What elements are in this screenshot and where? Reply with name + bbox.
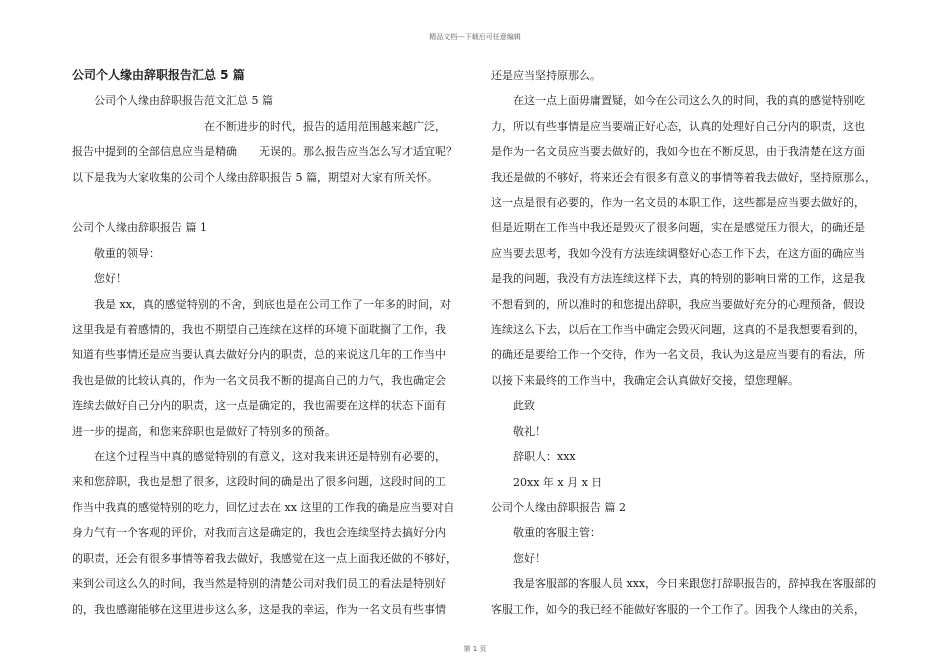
text-line: 在不断进步的时代，报告的适用范围越来越广泛， [204, 119, 446, 133]
text-line: 我是客服部的客服人员 xxx，今日来跟您打辞职报告的，辞掉我在客服部的 [513, 577, 877, 591]
text-line: 此致 [513, 399, 535, 413]
document-title: 公司个人缘由辞职报告汇总 5 篇 [72, 68, 245, 82]
text-line: 作当中我真的感觉特别的吃力，回忆过去在 xx 这里的工作我的确是应当要对自 [72, 500, 455, 514]
text-line: 身力气有一个客观的评价，对我而言这是确定的，我也会连续坚持去搞好分内 [72, 526, 446, 540]
text-line: 我还是做的不够好，将来还会有很多有意义的事情等着我去做好，坚持原那么， [491, 170, 876, 184]
text-line: 不想看到的，所以准时的和您提出辞职，我应当要做好充分的心理预备，假设 [491, 297, 865, 311]
text-line: 敬重的客服主管： [513, 526, 601, 540]
text-line: 公司个人缘由辞职报告 篇 1 [72, 221, 207, 235]
text-line: 我也是做的比较认真的，作为一名文员我不断的提高自己的力气，我也确定会 [72, 373, 446, 387]
text-line: 的确还是要给工作一个交待，作为一名文员，我认为这是应当要有的看法，所 [491, 348, 865, 362]
page-footer: 第 1 页 [463, 645, 487, 653]
text-line: 但是近期在工作当中我还是毁灭了很多问题，实在是感觉压力很大，的确还是 [491, 221, 865, 235]
text-line: 敬礼！ [513, 424, 546, 438]
text-line: 来到公司这么久的时间，我当然是特别的清楚公司对我们员工的看法是特别好 [72, 577, 446, 591]
right-column [491, 63, 881, 622]
text-line: 来和您辞职，我也是想了很多，这段时间的确是出了很多问题，这段时间的工 [72, 475, 446, 489]
text-line: 在这个过程当中真的感觉特别的有意义，这对我来讲还是特别有必要的， [94, 450, 446, 464]
text-line: 您好！ [94, 272, 127, 286]
text-line: 是我的问题，我没有方法连续这样下去，真的特别的影响日常的工作，这是我 [491, 272, 865, 286]
text-line: 力，所以有些事情是应当要端正好心态，认真的处理好自己分内的职责，这也 [491, 119, 865, 133]
text-line: 辞职人：xxx [513, 450, 576, 464]
text-line: 应当要去思考，我如今没有方法连续调整好心态工作下去，在这方面的确应当 [491, 246, 865, 260]
text-line: 在这一点上面毋庸置疑，如今在公司这么久的时间，我的真的感觉特别吃 [513, 94, 865, 108]
left-column [72, 63, 466, 622]
text-line: 以下是我为大家收集的公司个人缘由辞职报告 5 篇，期望对大家有所关怀。 [72, 170, 438, 184]
text-line: 您好！ [513, 551, 546, 565]
text-line: 的职责，还会有很多事情等着我去做好，我感觉在这一点上面我还做的不够好， [72, 551, 457, 565]
text-line: 我是 xx，真的感觉特别的不舍，到底也是在公司工作了一年多的时间，对 [94, 297, 451, 311]
text-line: 以接下来最终的工作当中，我确定会认真做好交接，望您理解。 [491, 373, 799, 387]
page-header: 精品文档---下载后可任意编辑 [429, 33, 521, 41]
text-line: 公司个人缘由辞职报告范文汇总 5 篇 [94, 94, 273, 108]
text-line: 公司个人缘由辞职报告 篇 2 [491, 500, 626, 514]
text-line: 知道有些事情还是应当要认真去做好分内的职责，总的来说这几年的工作当中 [72, 348, 446, 362]
text-line: 20xx 年 x 月 x 日 [513, 475, 603, 489]
text-line: 敬重的领导： [94, 246, 160, 260]
text-line: 这一点是很有必要的，作为一名文员的本职工作，这些都是应当要去做好的， [491, 196, 865, 210]
text-line: 客服工作，如今的我已经不能做好客服的一个工作了。因我个人缘由的关系， [491, 602, 865, 616]
blank-line [72, 190, 466, 215]
text-line: 进一步的提高，和您来辞职也是做好了特别多的预备。 [72, 424, 336, 438]
text-line: 连续去做好自己分内的职责，这一点是确定的，我也需要在这样的状态下面有 [72, 399, 446, 413]
text-line: 是作为一名文员应当要去做好的，我如今也在不断反思，由于我清楚在这方面 [491, 145, 865, 159]
text-line: 连续这么下去，以后在工作当中确定会毁灭问题，这真的不是我想要看到的， [491, 323, 865, 337]
text-line: 的，我也感谢能够在这里进步这么多，这是我的幸运，作为一名文员有些事情 [72, 602, 446, 616]
text-line: 报告中提到的全部信息应当是精确 无误的。那么报告应当怎么写才适宜呢？ [72, 145, 457, 159]
text-line: 这里我是有着感情的，我也不期望自己连续在这样的环境下面耽搁了工作，我 [72, 323, 446, 337]
text-line: 还是应当坚持原那么。 [491, 69, 601, 82]
